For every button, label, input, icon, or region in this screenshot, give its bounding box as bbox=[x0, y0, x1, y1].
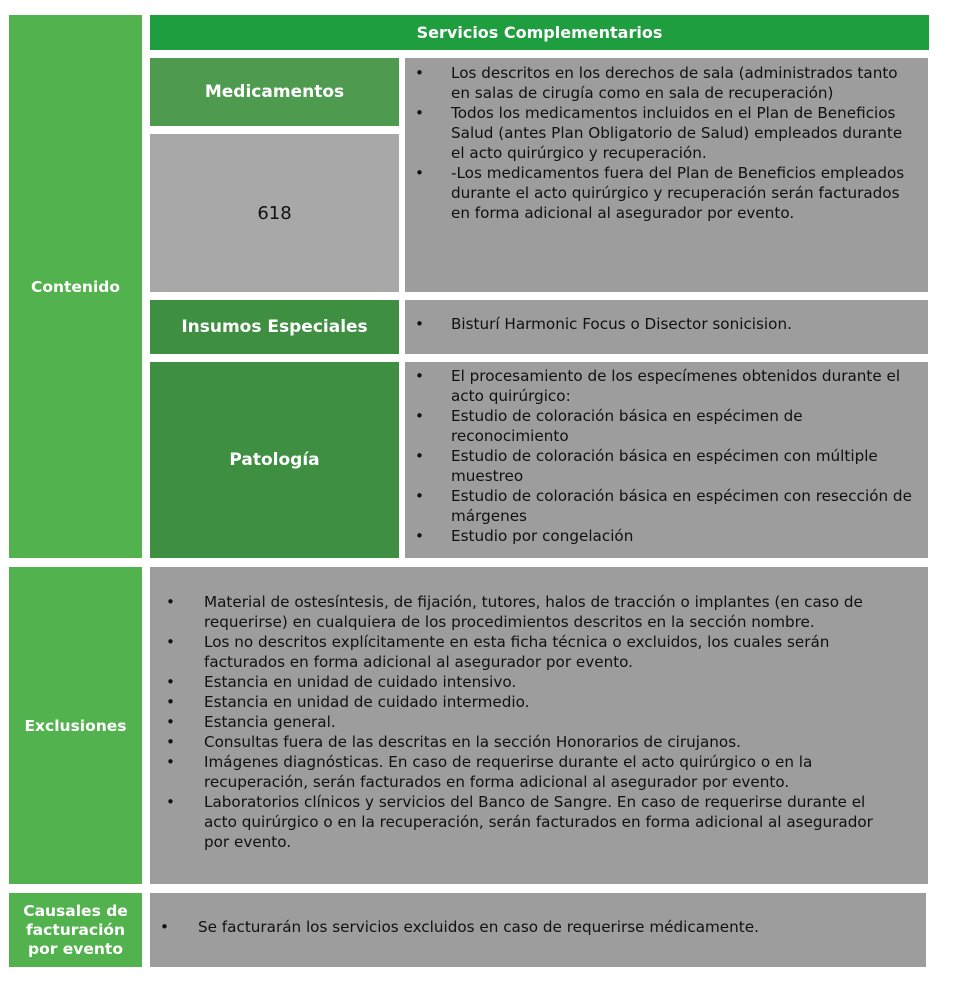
list-item: • Todos los medicamentos incluidos en el Plan de Beneficios Salud (antes Plan Obligatorio de Salud) empleados durante el acto quirúrgico y recuperación. bbox=[405, 103, 916, 163]
exclusiones-items-cell bbox=[150, 567, 928, 884]
exclusiones-list bbox=[156, 592, 902, 852]
insumos-label: Insumos Especiales bbox=[181, 317, 368, 337]
list-item: • -Los medicamentos fuera del Plan de Beneficios empleados durante el acto quirúrgico y recuperación serán facturados en forma adicional al asegurador por evento. bbox=[405, 163, 916, 223]
list-item: • Bisturí Harmonic Focus o Disector sonicision. bbox=[405, 314, 916, 334]
medicamentos-code-cell bbox=[150, 134, 399, 292]
medicamentos-code: 618 bbox=[257, 202, 292, 224]
section-label-causales bbox=[9, 893, 142, 967]
causales-list bbox=[150, 917, 914, 937]
list-item: • El procesamiento de los especímenes obtenidos durante el acto quirúrgico: bbox=[405, 366, 916, 406]
patologia-label: Patología bbox=[229, 450, 320, 470]
medicamentos-list bbox=[405, 63, 916, 223]
list-item: • Consultas fuera de las descritas en la sección Honorarios de cirujanos. bbox=[156, 732, 902, 752]
causales-label: Causales de facturación por evento bbox=[23, 901, 128, 958]
medicamentos-label: Medicamentos bbox=[204, 82, 345, 102]
list-item: • Los descritos en los derechos de sala (administrados tanto en salas de cirugía como en sala de recuperación) bbox=[405, 63, 916, 103]
list-item: • Se facturarán los servicios excluidos en caso de requerirse médicamente. bbox=[150, 917, 914, 937]
insumos-label-cell bbox=[150, 300, 399, 354]
header-title: Servicios Complementarios bbox=[416, 23, 663, 42]
list-item: • Material de ostesíntesis, de fijación, tutores, halos de tracción o implantes (en caso de requerirse) en cualquiera de los procedimientos descritos en la sección nombre. bbox=[156, 592, 902, 632]
insumos-list bbox=[405, 314, 916, 334]
section-label-contenido bbox=[9, 15, 142, 558]
list-item: • Los no descritos explícitamente en esta ficha técnica o excluidos, los cuales serán facturados en forma adicional al asegurador por evento. bbox=[156, 632, 902, 672]
medicamentos-items-cell bbox=[405, 58, 928, 292]
list-item: • Estancia general. bbox=[156, 712, 902, 732]
list-item: • Imágenes diagnósticas. En caso de requerirse durante el acto quirúrgico o en la recuperación, serán facturados en forma adicional al asegurador por evento. bbox=[156, 752, 902, 792]
list-item: • Estancia en unidad de cuidado intermedio. bbox=[156, 692, 902, 712]
causales-items-cell bbox=[150, 893, 926, 967]
medicamentos-label-cell bbox=[150, 58, 399, 126]
list-item: • Laboratorios clínicos y servicios del Banco de Sangre. En caso de requerirse durante el acto quirúrgico o en la recuperación, serán facturados en forma adicional al asegurador por evento. bbox=[156, 792, 902, 852]
patologia-list bbox=[405, 366, 916, 546]
list-item: • Estudio de coloración básica en espécimen con múltiple muestreo bbox=[405, 446, 916, 486]
list-item: • Estudio de coloración básica en espécimen de reconocimiento bbox=[405, 406, 916, 446]
list-item: • Estudio de coloración básica en espécimen con resección de márgenes bbox=[405, 486, 916, 526]
section-label-exclusiones bbox=[9, 567, 142, 884]
table-header bbox=[150, 15, 929, 50]
list-item: • Estancia en unidad de cuidado intensivo. bbox=[156, 672, 902, 692]
list-item: • Estudio por congelación bbox=[405, 526, 916, 546]
exclusiones-label: Exclusiones bbox=[24, 716, 127, 735]
insumos-items-cell bbox=[405, 300, 928, 354]
patologia-label-cell bbox=[150, 362, 399, 558]
patologia-items-cell bbox=[405, 362, 928, 558]
contenido-label: Contenido bbox=[30, 277, 121, 296]
